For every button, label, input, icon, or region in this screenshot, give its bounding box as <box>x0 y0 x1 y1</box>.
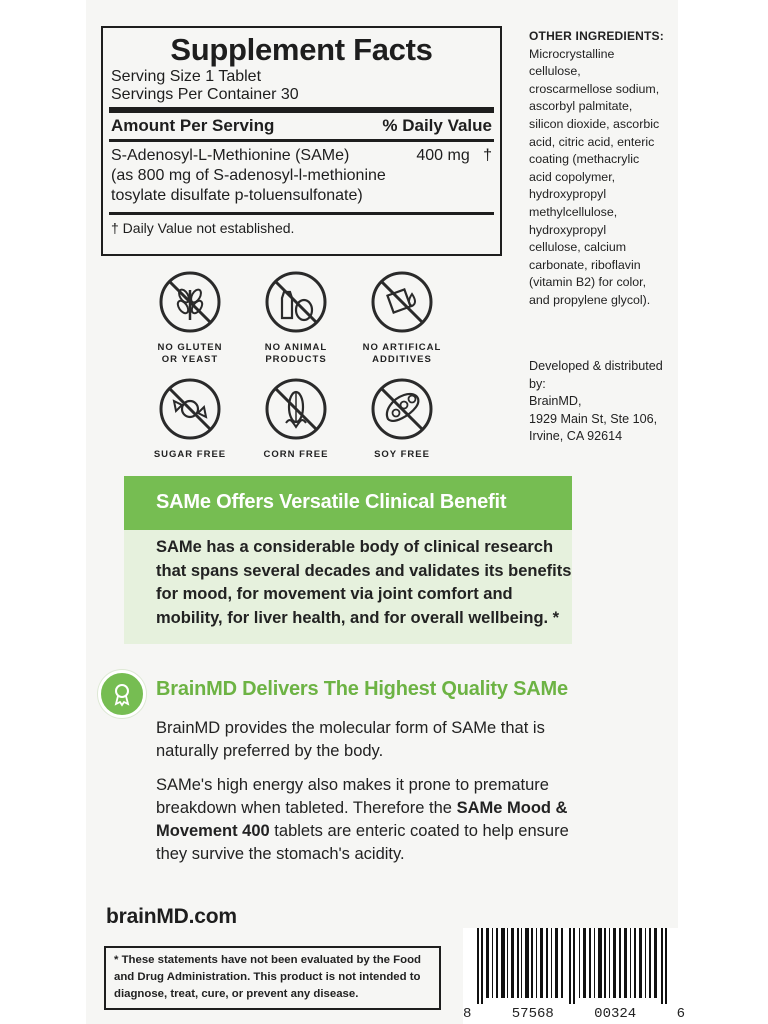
quality-paragraph-2-start: SAMe's high energy also makes it prone to premature breakdown when tableted. Therefore the <box>156 776 549 817</box>
ingredient-note-1: (as 800 mg of S-adenosyl-l-methionine <box>111 167 386 184</box>
barcode-digits <box>463 1006 685 1022</box>
medium-divider <box>109 139 494 142</box>
daily-value-header: % Daily Value <box>382 116 492 135</box>
clinical-benefit-header <box>124 476 572 530</box>
badge-soy-free <box>347 377 457 461</box>
badge-label <box>135 449 245 461</box>
barcode-digit-group: 00324 <box>594 1006 637 1022</box>
product-name-bold: SAMe Mood & Movement 400 <box>156 799 568 840</box>
other-ingredients-line: cellulose, calcium <box>529 240 627 255</box>
badge-label <box>347 449 457 461</box>
other-ingredients-line: silicon dioxide, ascorbic <box>529 116 660 131</box>
other-ingredients-line: hydroxypropyl <box>529 187 607 202</box>
milk-egg-icon <box>264 270 328 334</box>
badge-label-line2: ADDITIVES <box>372 354 432 365</box>
supplement-facts-title: Supplement Facts <box>170 32 433 67</box>
ingredient-note-2: tosylate disulfate p-toluensulfonate) <box>111 187 363 204</box>
ingredient-amount: 400 mg <box>416 147 470 164</box>
barcode-bars <box>463 928 685 1004</box>
soybean-icon <box>370 377 434 441</box>
serving-size: Serving Size 1 Tablet <box>111 68 262 85</box>
distributor-line: BrainMD, <box>529 394 582 409</box>
quality-heading: BrainMD Delivers The Highest Quality SAMe <box>156 678 568 700</box>
other-ingredients-line: hydroxypropyl <box>529 222 607 237</box>
distributor-info <box>529 358 679 446</box>
other-ingredients-line: and propylene glycol). <box>529 292 651 307</box>
badge-no-gluten <box>135 270 245 366</box>
amount-per-serving-header: Amount Per Serving <box>111 116 275 135</box>
daily-value-footnote: † Daily Value not established. <box>111 220 295 236</box>
amount-header-row <box>103 115 500 137</box>
quality-paragraph-2 <box>156 774 596 866</box>
quality-badge <box>98 670 146 718</box>
distributor-line: Developed & distributed by: <box>529 359 663 391</box>
other-ingredients-line: carbonate, riboflavin <box>529 257 641 272</box>
badge-sugar-free <box>135 377 245 461</box>
badge-label-line1: NO GLUTEN <box>157 342 223 353</box>
badge-label <box>135 342 245 366</box>
ingredient-amount-cell <box>416 146 492 166</box>
badge-no-additives <box>347 270 457 366</box>
website-url: brainMD.com <box>106 905 237 928</box>
other-ingredients-line: (vitamin B2) for color, <box>529 275 647 290</box>
other-ingredients <box>529 28 669 310</box>
thick-divider <box>109 107 494 113</box>
ingredient-row <box>103 146 500 166</box>
distributor-line: 1929 Main St, Ste 106, <box>529 411 658 426</box>
badge-label-line1: SOY FREE <box>374 449 430 460</box>
clinical-benefit-text: SAMe has a considerable body of clinical research that spans several decades and validates its benefits for mood, for movement via joint comfort and mobility, for liver health, and for overall wellbeing. * <box>156 538 572 627</box>
badge-corn-free <box>241 377 351 461</box>
badge-label-line2: OR YEAST <box>161 354 219 365</box>
barcode-digit-group: 8 <box>463 1006 472 1022</box>
badge-label-line1: NO ARTIFICAL <box>362 342 442 353</box>
quality-paragraph-2-end: tablets are enteric coated to help ensure they survive the stomach's acidity. <box>156 822 569 863</box>
bottom-divider <box>109 212 494 215</box>
corn-icon <box>264 377 328 441</box>
quality-paragraph-1: BrainMD provides the molecular form of SAMe that is naturally preferred by the body. <box>156 719 545 760</box>
other-ingredients-line: methylcellulose, <box>529 204 618 219</box>
ingredient-dv: † <box>483 147 492 164</box>
badge-no-animal <box>241 270 351 366</box>
barcode <box>463 928 685 1024</box>
badge-label-line1: CORN FREE <box>263 449 329 460</box>
other-ingredients-line: cellulose, <box>529 64 581 79</box>
badge-label <box>241 342 351 366</box>
supplement-facts-table <box>101 26 502 256</box>
barcode-digit-group: 6 <box>676 1006 685 1022</box>
wheat-icon <box>158 270 222 334</box>
servings-per-container: Servings Per Container 30 <box>111 86 299 103</box>
clinical-benefit-body <box>124 530 572 644</box>
badge-label-line1: NO ANIMAL <box>264 342 328 353</box>
other-ingredients-line: acid copolymer, <box>529 169 616 184</box>
badge-label-line2: PRODUCTS <box>265 354 327 365</box>
other-ingredients-line: croscarmellose sodium, <box>529 81 660 96</box>
barcode-digit-group: 57568 <box>511 1006 554 1022</box>
badge-label <box>347 342 457 366</box>
badge-label <box>241 449 351 461</box>
other-ingredients-line: Microcrystalline <box>529 46 615 61</box>
other-ingredients-heading: OTHER INGREDIENTS: <box>529 29 664 43</box>
ingredient-name: S-Adenosyl-L-Methionine (SAMe) <box>111 147 350 164</box>
other-ingredients-line: coating (methacrylic <box>529 152 640 167</box>
candy-icon <box>158 377 222 441</box>
award-ribbon-icon <box>101 673 143 715</box>
additive-icon <box>370 270 434 334</box>
distributor-line: Irvine, CA 92614 <box>529 429 623 444</box>
fda-disclaimer: * These statements have not been evaluated by the Food and Drug Administration. This product is not intended to diagnose, treat, cure, or prevent any disease. <box>104 946 441 1010</box>
other-ingredients-line: acid, citric acid, enteric <box>529 134 655 149</box>
other-ingredients-line: ascorbyl palmitate, <box>529 99 633 114</box>
clinical-benefit-title: SAMe Offers Versatile Clinical Benefit <box>156 491 507 513</box>
badge-label-line1: SUGAR FREE <box>153 449 227 460</box>
